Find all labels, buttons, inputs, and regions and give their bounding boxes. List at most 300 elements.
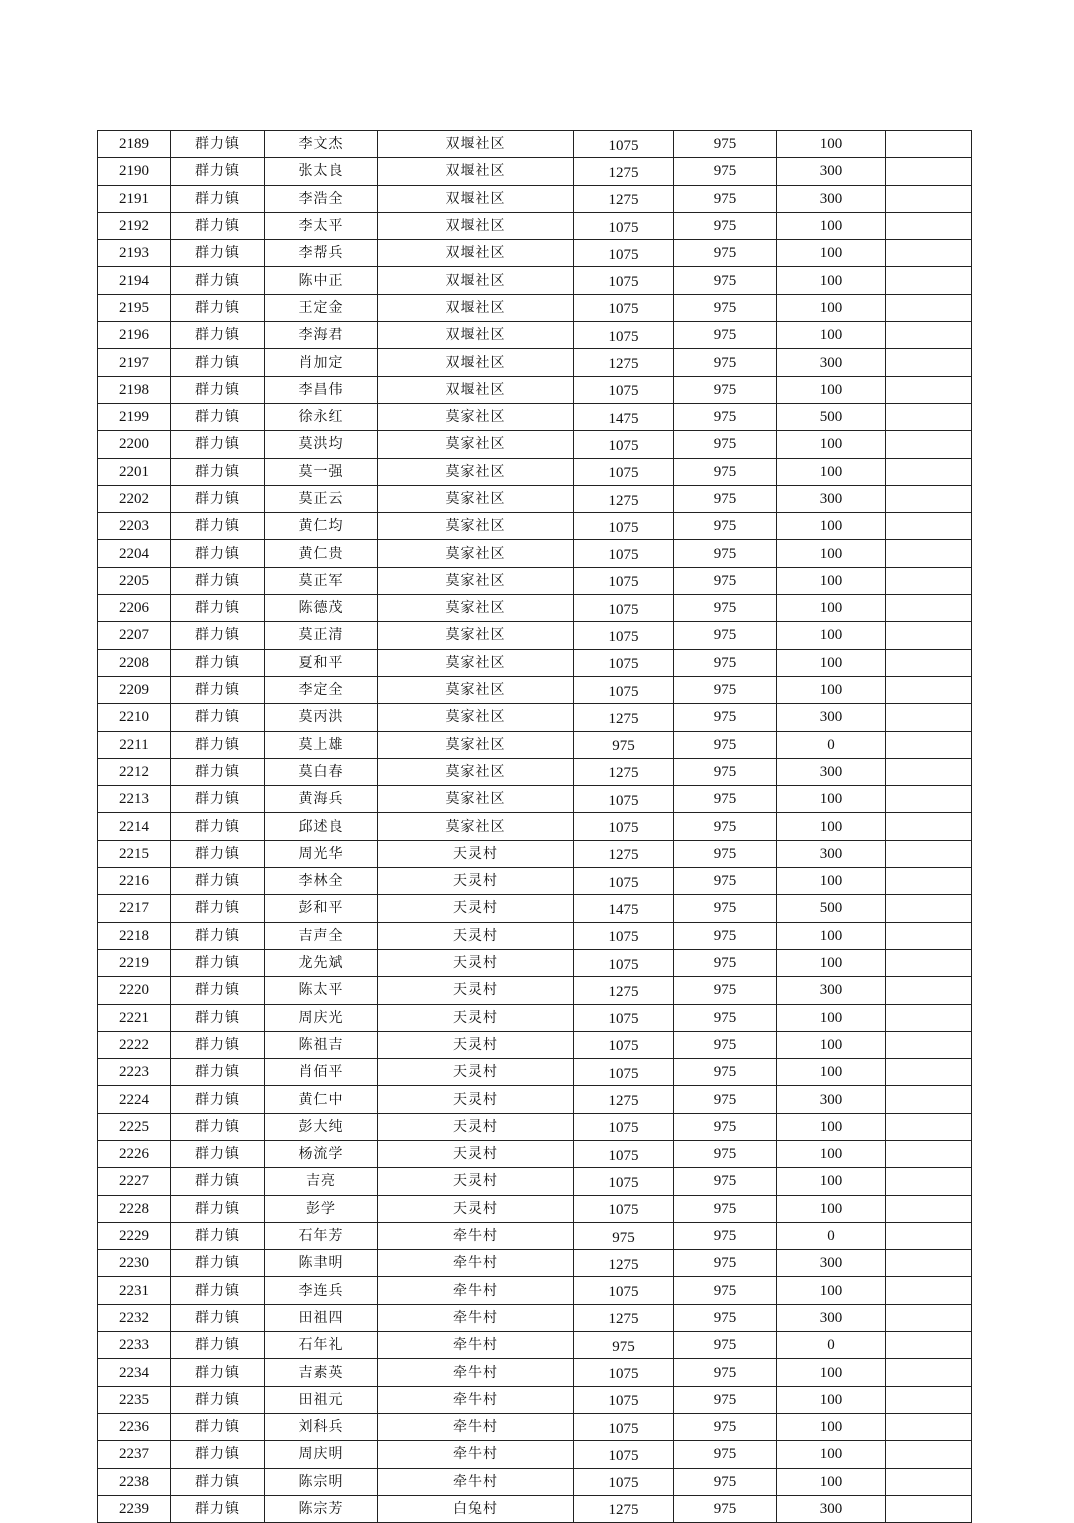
name-cell: 陈太平 — [265, 977, 378, 1004]
village-cell: 天灵村 — [378, 1031, 574, 1058]
name-cell: 陈宗明 — [265, 1468, 378, 1495]
row-number-cell: 2231 — [98, 1277, 171, 1304]
note-cell — [886, 868, 972, 895]
village-cell: 双堰社区 — [378, 158, 574, 185]
note-cell — [886, 731, 972, 758]
row-number-cell: 2194 — [98, 267, 171, 294]
extra-cell: 100 — [777, 431, 886, 458]
extra-cell: 300 — [777, 185, 886, 212]
village-cell: 牵牛村 — [378, 1332, 574, 1359]
village-cell: 牵牛村 — [378, 1250, 574, 1277]
extra-cell: 100 — [777, 212, 886, 239]
name-cell: 李浩全 — [265, 185, 378, 212]
town-cell: 群力镇 — [171, 622, 265, 649]
extra-cell: 300 — [777, 158, 886, 185]
name-cell: 莫白春 — [265, 758, 378, 785]
base-cell: 975 — [674, 294, 777, 321]
name-cell: 黄海兵 — [265, 786, 378, 813]
row-number-cell: 2220 — [98, 977, 171, 1004]
village-cell: 莫家社区 — [378, 676, 574, 703]
row-number-cell: 2203 — [98, 513, 171, 540]
extra-cell: 0 — [777, 731, 886, 758]
village-cell: 莫家社区 — [378, 758, 574, 785]
town-cell: 群力镇 — [171, 1304, 265, 1331]
row-number-cell: 2196 — [98, 322, 171, 349]
row-number-cell: 2222 — [98, 1031, 171, 1058]
base-cell: 975 — [674, 1304, 777, 1331]
table-row — [98, 1495, 972, 1522]
base-cell: 975 — [674, 1495, 777, 1522]
name-cell: 邱述良 — [265, 813, 378, 840]
name-cell: 彭大纯 — [265, 1113, 378, 1140]
extra-cell: 100 — [777, 294, 886, 321]
village-cell: 牵牛村 — [378, 1468, 574, 1495]
extra-cell: 500 — [777, 403, 886, 430]
table-row — [98, 1195, 972, 1222]
town-cell: 群力镇 — [171, 1495, 265, 1522]
name-cell: 吉素英 — [265, 1359, 378, 1386]
base-cell: 975 — [674, 376, 777, 403]
total-cell: 1075 — [574, 267, 674, 294]
extra-cell: 300 — [777, 758, 886, 785]
village-cell: 莫家社区 — [378, 704, 574, 731]
village-cell: 天灵村 — [378, 922, 574, 949]
note-cell — [886, 622, 972, 649]
note-cell — [886, 1250, 972, 1277]
total-cell: 1075 — [574, 458, 674, 485]
note-cell — [886, 431, 972, 458]
row-number-cell: 2210 — [98, 704, 171, 731]
name-cell: 莫正军 — [265, 567, 378, 594]
town-cell: 群力镇 — [171, 813, 265, 840]
village-cell: 天灵村 — [378, 1059, 574, 1086]
village-cell: 莫家社区 — [378, 513, 574, 540]
base-cell: 975 — [674, 458, 777, 485]
note-cell — [886, 540, 972, 567]
town-cell: 群力镇 — [171, 1277, 265, 1304]
town-cell: 群力镇 — [171, 1468, 265, 1495]
name-cell: 刘科兵 — [265, 1413, 378, 1440]
village-cell: 双堰社区 — [378, 240, 574, 267]
village-cell: 双堰社区 — [378, 267, 574, 294]
note-cell — [886, 376, 972, 403]
row-number-cell: 2212 — [98, 758, 171, 785]
village-cell: 天灵村 — [378, 1113, 574, 1140]
row-number-cell: 2221 — [98, 1004, 171, 1031]
town-cell: 群力镇 — [171, 513, 265, 540]
total-cell: 1075 — [574, 1113, 674, 1140]
note-cell — [886, 485, 972, 512]
town-cell: 群力镇 — [171, 458, 265, 485]
base-cell: 975 — [674, 1031, 777, 1058]
table-row — [98, 1140, 972, 1167]
total-cell: 1275 — [574, 704, 674, 731]
total-cell: 1075 — [574, 813, 674, 840]
row-number-cell: 2238 — [98, 1468, 171, 1495]
total-cell: 1075 — [574, 1031, 674, 1058]
row-number-cell: 2204 — [98, 540, 171, 567]
note-cell — [886, 294, 972, 321]
name-cell: 陈德茂 — [265, 595, 378, 622]
base-cell: 975 — [674, 895, 777, 922]
name-cell: 陈中正 — [265, 267, 378, 294]
town-cell: 群力镇 — [171, 1168, 265, 1195]
note-cell — [886, 649, 972, 676]
village-cell: 双堰社区 — [378, 376, 574, 403]
table-row — [98, 1004, 972, 1031]
extra-cell: 100 — [777, 922, 886, 949]
note-cell — [886, 1195, 972, 1222]
town-cell: 群力镇 — [171, 731, 265, 758]
name-cell: 莫一强 — [265, 458, 378, 485]
note-cell — [886, 458, 972, 485]
town-cell: 群力镇 — [171, 1413, 265, 1440]
extra-cell: 100 — [777, 458, 886, 485]
row-number-cell: 2209 — [98, 676, 171, 703]
extra-cell: 100 — [777, 1413, 886, 1440]
base-cell: 975 — [674, 1195, 777, 1222]
table-row — [98, 649, 972, 676]
total-cell: 1075 — [574, 1168, 674, 1195]
total-cell: 1075 — [574, 868, 674, 895]
village-cell: 白兔村 — [378, 1495, 574, 1522]
town-cell: 群力镇 — [171, 376, 265, 403]
village-cell: 双堰社区 — [378, 131, 574, 158]
total-cell: 1075 — [574, 212, 674, 239]
name-cell: 徐永红 — [265, 403, 378, 430]
town-cell: 群力镇 — [171, 1222, 265, 1249]
table-row — [98, 267, 972, 294]
note-cell — [886, 403, 972, 430]
total-cell: 1075 — [574, 1004, 674, 1031]
name-cell: 田祖四 — [265, 1304, 378, 1331]
table-row — [98, 840, 972, 867]
total-cell: 1075 — [574, 595, 674, 622]
table-row — [98, 1086, 972, 1113]
row-number-cell: 2193 — [98, 240, 171, 267]
village-cell: 双堰社区 — [378, 294, 574, 321]
total-cell: 1075 — [574, 949, 674, 976]
extra-cell: 100 — [777, 1004, 886, 1031]
row-number-cell: 2227 — [98, 1168, 171, 1195]
village-cell: 莫家社区 — [378, 595, 574, 622]
extra-cell: 100 — [777, 676, 886, 703]
town-cell: 群力镇 — [171, 1250, 265, 1277]
table-row — [98, 949, 972, 976]
note-cell — [886, 1441, 972, 1468]
name-cell: 肖佰平 — [265, 1059, 378, 1086]
total-cell: 1075 — [574, 649, 674, 676]
note-cell — [886, 1359, 972, 1386]
village-cell: 双堰社区 — [378, 185, 574, 212]
name-cell: 黄仁贵 — [265, 540, 378, 567]
table-row — [98, 1304, 972, 1331]
total-cell: 1275 — [574, 1495, 674, 1522]
name-cell: 莫上雄 — [265, 731, 378, 758]
row-number-cell: 2239 — [98, 1495, 171, 1522]
extra-cell: 100 — [777, 1059, 886, 1086]
total-cell: 1075 — [574, 294, 674, 321]
note-cell — [886, 758, 972, 785]
table-row — [98, 676, 972, 703]
extra-cell: 0 — [777, 1222, 886, 1249]
total-cell: 1075 — [574, 1386, 674, 1413]
row-number-cell: 2202 — [98, 485, 171, 512]
row-number-cell: 2219 — [98, 949, 171, 976]
total-cell: 1075 — [574, 322, 674, 349]
row-number-cell: 2218 — [98, 922, 171, 949]
town-cell: 群力镇 — [171, 294, 265, 321]
total-cell: 1075 — [574, 786, 674, 813]
name-cell: 李帮兵 — [265, 240, 378, 267]
table-row — [98, 786, 972, 813]
extra-cell: 100 — [777, 1441, 886, 1468]
table-row — [98, 758, 972, 785]
name-cell: 周光华 — [265, 840, 378, 867]
base-cell: 975 — [674, 1059, 777, 1086]
town-cell: 群力镇 — [171, 1332, 265, 1359]
base-cell: 975 — [674, 1140, 777, 1167]
base-cell: 975 — [674, 349, 777, 376]
base-cell: 975 — [674, 1086, 777, 1113]
base-cell: 975 — [674, 922, 777, 949]
total-cell: 1075 — [574, 676, 674, 703]
name-cell: 莫正清 — [265, 622, 378, 649]
town-cell: 群力镇 — [171, 595, 265, 622]
village-cell: 莫家社区 — [378, 540, 574, 567]
base-cell: 975 — [674, 1441, 777, 1468]
note-cell — [886, 977, 972, 1004]
extra-cell: 300 — [777, 349, 886, 376]
row-number-cell: 2205 — [98, 567, 171, 594]
total-cell: 1075 — [574, 567, 674, 594]
row-number-cell: 2214 — [98, 813, 171, 840]
base-cell: 975 — [674, 403, 777, 430]
village-cell: 莫家社区 — [378, 458, 574, 485]
total-cell: 1075 — [574, 1359, 674, 1386]
village-cell: 莫家社区 — [378, 622, 574, 649]
extra-cell: 100 — [777, 1031, 886, 1058]
row-number-cell: 2216 — [98, 868, 171, 895]
village-cell: 牵牛村 — [378, 1359, 574, 1386]
extra-cell: 100 — [777, 322, 886, 349]
table-row — [98, 1250, 972, 1277]
name-cell: 陈聿明 — [265, 1250, 378, 1277]
town-cell: 群力镇 — [171, 567, 265, 594]
name-cell: 田祖元 — [265, 1386, 378, 1413]
table-row — [98, 158, 972, 185]
total-cell: 1075 — [574, 922, 674, 949]
extra-cell: 300 — [777, 1495, 886, 1522]
table-row — [98, 1277, 972, 1304]
table-row — [98, 1386, 972, 1413]
town-cell: 群力镇 — [171, 322, 265, 349]
extra-cell: 300 — [777, 1086, 886, 1113]
town-cell: 群力镇 — [171, 704, 265, 731]
village-cell: 天灵村 — [378, 949, 574, 976]
table-row — [98, 131, 972, 158]
extra-cell: 100 — [777, 513, 886, 540]
table-row — [98, 431, 972, 458]
total-cell: 975 — [574, 731, 674, 758]
row-number-cell: 2206 — [98, 595, 171, 622]
town-cell: 群力镇 — [171, 786, 265, 813]
note-cell — [886, 1168, 972, 1195]
table-row — [98, 704, 972, 731]
note-cell — [886, 786, 972, 813]
note-cell — [886, 949, 972, 976]
village-cell: 牵牛村 — [378, 1277, 574, 1304]
village-cell: 天灵村 — [378, 840, 574, 867]
note-cell — [886, 267, 972, 294]
base-cell: 975 — [674, 676, 777, 703]
town-cell: 群力镇 — [171, 267, 265, 294]
note-cell — [886, 676, 972, 703]
extra-cell: 300 — [777, 485, 886, 512]
row-number-cell: 2215 — [98, 840, 171, 867]
town-cell: 群力镇 — [171, 431, 265, 458]
town-cell: 群力镇 — [171, 212, 265, 239]
base-cell: 975 — [674, 1332, 777, 1359]
extra-cell: 100 — [777, 1386, 886, 1413]
town-cell: 群力镇 — [171, 840, 265, 867]
row-number-cell: 2198 — [98, 376, 171, 403]
note-cell — [886, 567, 972, 594]
table-row — [98, 731, 972, 758]
row-number-cell: 2233 — [98, 1332, 171, 1359]
row-number-cell: 2217 — [98, 895, 171, 922]
note-cell — [886, 1059, 972, 1086]
note-cell — [886, 158, 972, 185]
name-cell: 石年芳 — [265, 1222, 378, 1249]
village-cell: 牵牛村 — [378, 1386, 574, 1413]
base-cell: 975 — [674, 786, 777, 813]
note-cell — [886, 1304, 972, 1331]
base-cell: 975 — [674, 158, 777, 185]
base-cell: 975 — [674, 131, 777, 158]
table-row — [98, 922, 972, 949]
base-cell: 975 — [674, 840, 777, 867]
row-number-cell: 2190 — [98, 158, 171, 185]
extra-cell: 100 — [777, 1195, 886, 1222]
base-cell: 975 — [674, 1413, 777, 1440]
town-cell: 群力镇 — [171, 1031, 265, 1058]
extra-cell: 300 — [777, 1304, 886, 1331]
village-cell: 牵牛村 — [378, 1304, 574, 1331]
table-row — [98, 212, 972, 239]
note-cell — [886, 1140, 972, 1167]
table-row — [98, 294, 972, 321]
table-row — [98, 458, 972, 485]
table-row — [98, 240, 972, 267]
name-cell: 吉声全 — [265, 922, 378, 949]
table-row — [98, 513, 972, 540]
base-cell: 975 — [674, 240, 777, 267]
total-cell: 1475 — [574, 403, 674, 430]
extra-cell: 100 — [777, 240, 886, 267]
extra-cell: 100 — [777, 376, 886, 403]
table-row — [98, 567, 972, 594]
table-row — [98, 376, 972, 403]
extra-cell: 100 — [777, 1140, 886, 1167]
base-cell: 975 — [674, 1113, 777, 1140]
note-cell — [886, 1468, 972, 1495]
base-cell: 975 — [674, 1468, 777, 1495]
name-cell: 张太良 — [265, 158, 378, 185]
note-cell — [886, 240, 972, 267]
base-cell: 975 — [674, 813, 777, 840]
note-cell — [886, 1004, 972, 1031]
base-cell: 975 — [674, 513, 777, 540]
name-cell: 李连兵 — [265, 1277, 378, 1304]
village-cell: 莫家社区 — [378, 786, 574, 813]
row-number-cell: 2213 — [98, 786, 171, 813]
village-cell: 牵牛村 — [378, 1441, 574, 1468]
table-row — [98, 1413, 972, 1440]
base-cell: 975 — [674, 731, 777, 758]
extra-cell: 100 — [777, 649, 886, 676]
extra-cell: 100 — [777, 949, 886, 976]
extra-cell: 100 — [777, 567, 886, 594]
table-row — [98, 1031, 972, 1058]
town-cell: 群力镇 — [171, 895, 265, 922]
total-cell: 1075 — [574, 131, 674, 158]
name-cell: 陈祖吉 — [265, 1031, 378, 1058]
town-cell: 群力镇 — [171, 1386, 265, 1413]
village-cell: 天灵村 — [378, 1195, 574, 1222]
name-cell: 吉亮 — [265, 1168, 378, 1195]
total-cell: 1075 — [574, 1441, 674, 1468]
town-cell: 群力镇 — [171, 485, 265, 512]
extra-cell: 100 — [777, 786, 886, 813]
total-cell: 1275 — [574, 158, 674, 185]
total-cell: 1075 — [574, 376, 674, 403]
name-cell: 周庆光 — [265, 1004, 378, 1031]
table-row — [98, 1222, 972, 1249]
base-cell: 975 — [674, 977, 777, 1004]
base-cell: 975 — [674, 622, 777, 649]
village-cell: 双堰社区 — [378, 349, 574, 376]
note-cell — [886, 1031, 972, 1058]
base-cell: 975 — [674, 485, 777, 512]
row-number-cell: 2195 — [98, 294, 171, 321]
extra-cell: 100 — [777, 131, 886, 158]
total-cell: 1075 — [574, 540, 674, 567]
extra-cell: 300 — [777, 977, 886, 1004]
base-cell: 975 — [674, 267, 777, 294]
name-cell: 王定金 — [265, 294, 378, 321]
total-cell: 1275 — [574, 1304, 674, 1331]
table-row — [98, 1359, 972, 1386]
extra-cell: 300 — [777, 704, 886, 731]
row-number-cell: 2229 — [98, 1222, 171, 1249]
row-number-cell: 2201 — [98, 458, 171, 485]
base-cell: 975 — [674, 868, 777, 895]
name-cell: 莫正云 — [265, 485, 378, 512]
name-cell: 彭和平 — [265, 895, 378, 922]
extra-cell: 100 — [777, 1168, 886, 1195]
total-cell: 1075 — [574, 1059, 674, 1086]
row-number-cell: 2235 — [98, 1386, 171, 1413]
village-cell: 莫家社区 — [378, 431, 574, 458]
total-cell: 1275 — [574, 1086, 674, 1113]
note-cell — [886, 922, 972, 949]
row-number-cell: 2232 — [98, 1304, 171, 1331]
name-cell: 李林全 — [265, 868, 378, 895]
town-cell: 群力镇 — [171, 158, 265, 185]
note-cell — [886, 813, 972, 840]
name-cell: 周庆明 — [265, 1441, 378, 1468]
